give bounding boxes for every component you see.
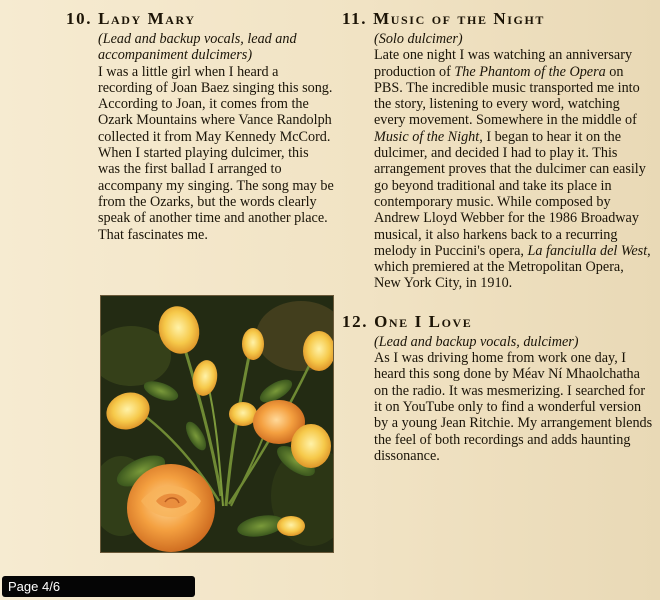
song-11-heading bbox=[342, 8, 654, 30]
song-12-subtitle: (Lead and backup vocals, dulcimer) bbox=[374, 333, 579, 350]
song-11-section bbox=[342, 8, 654, 292]
song-10-title: Lady Mary bbox=[98, 9, 196, 28]
song-10-subtitle: (Lead and backup vocals, lead and accompaniment dulcimers) bbox=[98, 31, 297, 64]
song-11-italic-phantom: The Phantom of the Opera bbox=[454, 63, 606, 80]
song-10-number: 10. bbox=[66, 9, 93, 28]
roses-illustration bbox=[101, 296, 333, 552]
song-10-body: I was a little girl when I heard a recording of Joan Baez singing this song. According to Joan, it comes from the Ozark Mountains where Vance Randolph collected it from May Kennedy McCord. When I started playing dulcimer, this was the first ballad I arranged to accompany my singing. The song may be from the Ozarks, but the words clearly speak of another time and another place. That fascinates me. bbox=[98, 63, 334, 243]
song-12-number: 12. bbox=[342, 311, 369, 331]
song-10-section bbox=[66, 8, 334, 243]
song-11-text-4: , which premiered at the Metropolitan Opera, New York City, in 1910. bbox=[374, 242, 651, 292]
song-11-text-1: Late one night I was watching an anniversary production of bbox=[374, 47, 633, 80]
yellow-roses-photo bbox=[100, 295, 334, 553]
song-11-italic-music-night: Music of the Night bbox=[374, 128, 480, 145]
song-11-italic-fanciulla: La fanciulla del West bbox=[527, 242, 648, 259]
song-12-section bbox=[342, 311, 654, 464]
song-10-heading bbox=[66, 8, 334, 30]
page-indicator: Page 4/6 bbox=[2, 576, 195, 597]
songs-11-12-column bbox=[342, 8, 654, 464]
song-11-title: Music of the Night bbox=[373, 9, 546, 28]
song-12-title: One I Love bbox=[374, 311, 473, 331]
song-12-body: As I was driving home from work one day, I heard this song done by Méav Ní Mhaolchatha on the radio. It was mesmerizing. I searched for it on YouTube only to find a wonderful version by a young Jean Ritchie. My arrangement blends the feel of both recordings and adds haunting dissonance. bbox=[374, 350, 653, 464]
song-11-number: 11. bbox=[342, 9, 368, 28]
song-12-heading bbox=[342, 311, 654, 333]
song-11-body bbox=[342, 47, 654, 291]
song-11-text-2: on PBS. The incredible music transported me into the story, listening to every word, watching every movement. Somewhere in the middle of bbox=[374, 63, 640, 129]
song-11-subtitle: (Solo dulcimer) bbox=[374, 31, 463, 47]
song-11-text-3: , I began to hear it on the dulcimer, and decided I had to play it. This arrangement proves that the dulcimer can easily go beyond traditional and take its place in contemporary music. While composed by Andrew Lloyd Webber for the 1986 Broadway musical, it also harkens back to a recurring melody in Puccini's opera, bbox=[374, 128, 646, 259]
section-spacer bbox=[342, 292, 654, 311]
